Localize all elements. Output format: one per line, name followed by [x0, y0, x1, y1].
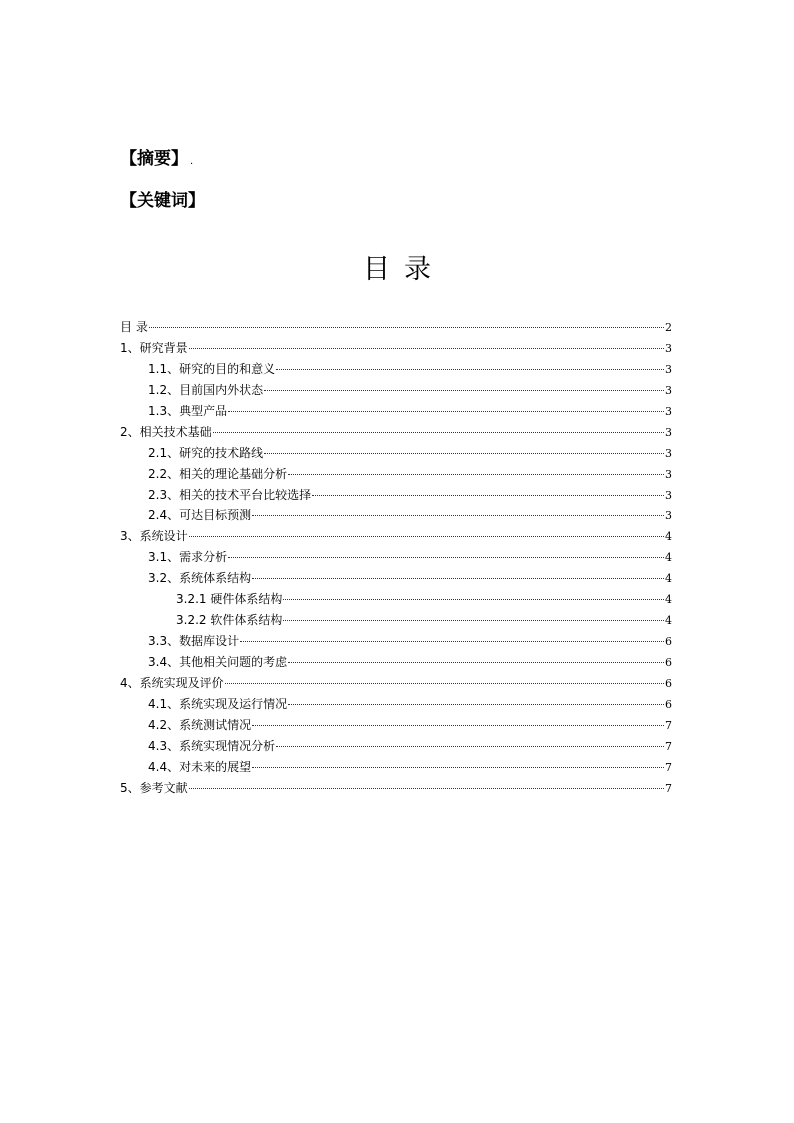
toc-entry-label: 2.1、研究的技术路线 [148, 445, 264, 460]
toc-entry-label: 3.3、数据库设计 [148, 634, 240, 649]
toc-dot-leader [228, 557, 664, 558]
toc-entry-label: 目 录 [120, 320, 148, 334]
toc-entry[interactable] [120, 778, 672, 799]
toc-entry-page-number: 6 [665, 676, 672, 690]
toc-dot-leader [149, 327, 664, 328]
toc-dot-leader [189, 536, 664, 537]
toc-entry[interactable] [120, 757, 672, 778]
toc-entry-label: 5、参考文献 [120, 780, 188, 795]
toc-dot-leader [264, 453, 664, 454]
keywords-label: 【关键词】 [120, 191, 205, 211]
toc-dot-leader [189, 788, 664, 789]
toc-dot-leader [228, 411, 664, 412]
toc-entry[interactable] [120, 547, 672, 568]
toc-entry-label: 2.3、相关的技术平台比较选择 [148, 487, 312, 502]
toc-dot-leader [252, 578, 664, 579]
toc-entry[interactable] [120, 464, 672, 485]
toc-entry-page-number: 6 [665, 656, 672, 669]
toc-entry-page-number: 3 [665, 446, 672, 460]
toc-entry-label: 4.4、对未来的展望 [148, 759, 252, 774]
toc-entry[interactable] [120, 401, 672, 422]
toc-entry[interactable] [120, 736, 672, 757]
toc-entry-page-number: 6 [665, 697, 672, 711]
toc-entry[interactable] [120, 694, 672, 715]
toc-entry-page-number: 7 [665, 718, 672, 732]
toc-entry[interactable] [120, 338, 672, 359]
toc-dot-leader [252, 515, 664, 516]
toc-entry-page-number: 7 [665, 781, 672, 795]
toc-dot-leader [252, 767, 664, 768]
toc-entry-label: 4.2、系统测试情况 [148, 717, 252, 732]
toc-entry-label: 2.4、可达目标预测 [148, 508, 252, 523]
toc-entry-label: 2、相关技术基础 [120, 424, 212, 439]
toc-entry-label: 3.2、系统体系结构 [148, 571, 252, 586]
toc-entry[interactable] [120, 505, 672, 526]
toc-dot-leader [283, 620, 664, 621]
toc-dot-leader [225, 683, 664, 684]
toc-entry-page-number: 7 [665, 760, 672, 774]
abstract-dot: . [190, 156, 194, 167]
toc-entry[interactable] [120, 673, 672, 694]
toc-dot-leader [288, 662, 664, 663]
toc-entry[interactable] [120, 380, 672, 401]
toc-dot-leader [264, 390, 664, 391]
toc-entry-page-number: 4 [665, 530, 672, 544]
toc-entry[interactable] [120, 317, 672, 338]
abstract-heading [120, 148, 193, 173]
toc-entry-label: 3、系统设计 [120, 529, 188, 544]
toc-entry-page-number: 3 [665, 488, 672, 502]
toc-entry[interactable] [120, 631, 672, 652]
toc-entry-label: 3.4、其他相关问题的考虑 [148, 655, 288, 669]
toc-entry-page-number: 3 [665, 341, 672, 355]
toc-entry[interactable] [120, 589, 672, 610]
toc-entry-page-number: 4 [665, 572, 672, 586]
toc-dot-leader [276, 746, 664, 747]
toc-entry[interactable] [120, 652, 672, 673]
toc-entry-label: 4、系统实现及评价 [120, 675, 224, 690]
toc-entry-page-number: 3 [665, 425, 672, 439]
toc-entry[interactable] [120, 526, 672, 547]
toc-entry-page-number: 4 [665, 593, 672, 607]
toc-entry-label: 1.2、目前国内外状态 [148, 382, 264, 397]
toc-entry-label: 1、研究背景 [120, 340, 188, 355]
toc-entry-page-number: 3 [665, 509, 672, 523]
toc-entry-page-number: 6 [665, 635, 672, 649]
toc-entry-page-number: 3 [665, 383, 672, 397]
toc-dot-leader [283, 599, 664, 600]
toc-entry-label: 3.2.2 软件体系结构 [176, 613, 283, 628]
abstract-label: 【摘要】 [120, 149, 188, 169]
toc-dot-leader [312, 495, 664, 496]
toc-entry-page-number: 7 [665, 739, 672, 753]
toc-dot-leader [276, 369, 664, 370]
toc-entry[interactable] [120, 422, 672, 443]
keywords-heading [120, 190, 205, 212]
toc-entry-label: 1.3、典型产品 [148, 403, 228, 418]
toc-entry-label: 1.1、研究的目的和意义 [148, 361, 276, 376]
table-of-contents [120, 317, 672, 799]
toc-title: 目录 [363, 254, 445, 285]
toc-dot-leader [240, 641, 664, 642]
toc-dot-leader [288, 704, 664, 705]
toc-dot-leader [189, 348, 664, 349]
toc-dot-leader [288, 474, 664, 475]
toc-entry[interactable] [120, 443, 672, 464]
toc-dot-leader [252, 725, 664, 726]
toc-entry[interactable] [120, 610, 672, 631]
toc-entry-page-number: 4 [665, 614, 672, 628]
toc-entry[interactable] [120, 359, 672, 380]
toc-entry[interactable] [120, 568, 672, 589]
toc-entry-label: 4.1、系统实现及运行情况 [148, 696, 288, 711]
toc-entry-page-number: 3 [665, 467, 672, 481]
toc-entry-page-number: 2 [665, 321, 672, 334]
toc-entry-label: 3.2.1 硬件体系结构 [176, 592, 283, 607]
toc-entry[interactable] [120, 485, 672, 506]
toc-entry-page-number: 4 [665, 551, 672, 565]
toc-entry-page-number: 3 [665, 404, 672, 418]
toc-entry-page-number: 3 [665, 362, 672, 376]
toc-entry-label: 2.2、相关的理论基础分析 [148, 466, 288, 481]
toc-entry-label: 3.1、需求分析 [148, 550, 228, 565]
toc-dot-leader [213, 432, 664, 433]
toc-entry[interactable] [120, 715, 672, 736]
toc-entry-label: 4.3、系统实现情况分析 [148, 738, 276, 753]
